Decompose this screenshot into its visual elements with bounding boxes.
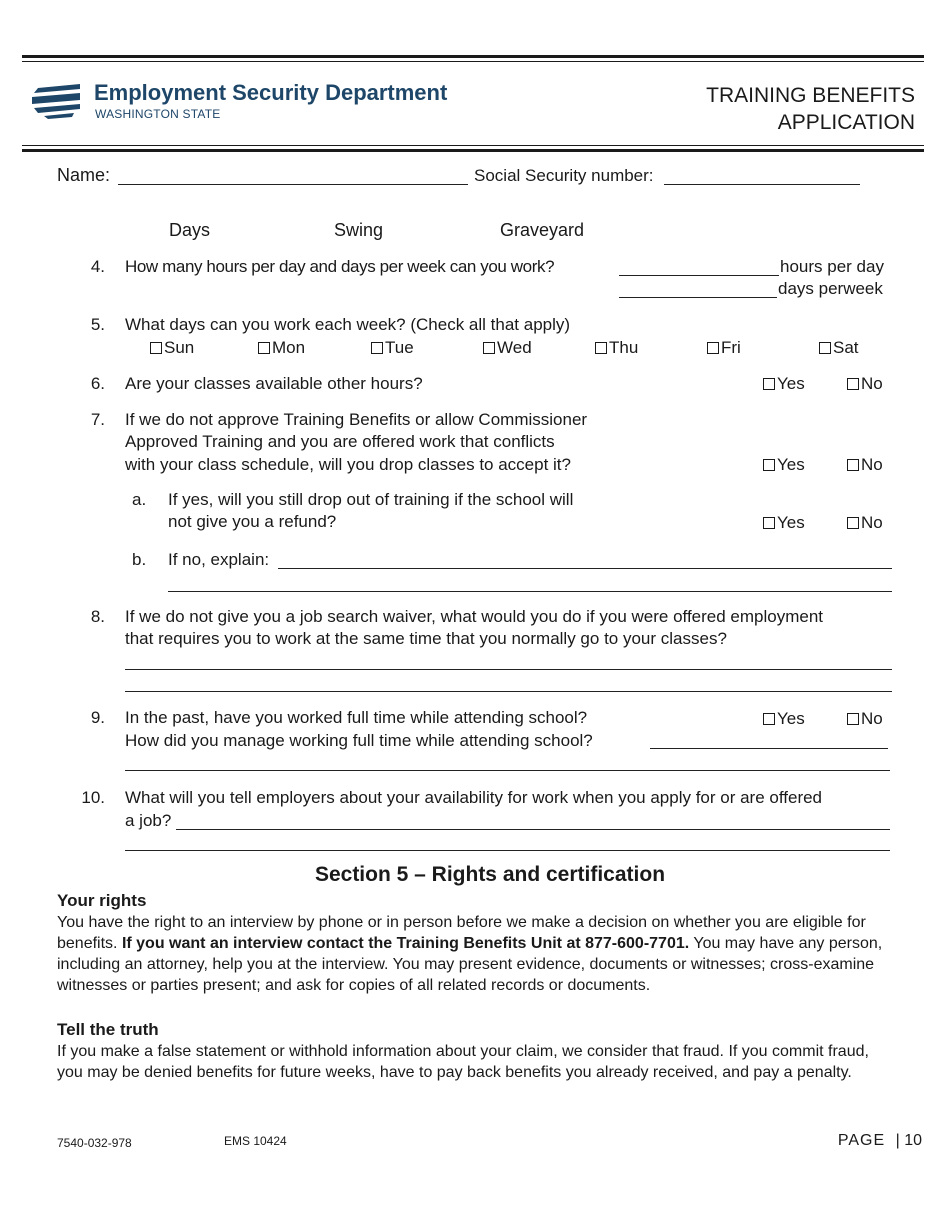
checkbox-icon[interactable] <box>847 459 859 471</box>
q5-day-mon[interactable] <box>258 338 305 358</box>
q7b-text: If no, explain: <box>168 550 270 569</box>
ssn-label: Social Security number: <box>474 166 654 185</box>
checkbox-icon[interactable] <box>150 342 162 354</box>
no-label: No <box>861 374 883 393</box>
checkbox-icon[interactable] <box>483 342 495 354</box>
q6-number: 6. <box>90 374 105 393</box>
q9-answer-line2[interactable] <box>125 770 890 771</box>
day-label: Wed <box>497 338 532 357</box>
q9-no[interactable] <box>847 709 883 729</box>
q7a-letter: a. <box>132 490 147 509</box>
ssn-field[interactable] <box>664 184 860 185</box>
rights-heading: Your rights <box>57 891 147 910</box>
q5-day-wed[interactable] <box>483 338 532 358</box>
q7-number: 7. <box>90 410 105 429</box>
yes-label: Yes <box>777 709 805 728</box>
q4-text: How many hours per day and days per week can you work? <box>125 257 555 276</box>
q8-line2: that requires you to work at the same time that you normally go to your classes? <box>125 629 727 648</box>
rights-bold: If you want an interview contact the Training Benefits Unit at 877-600-7701. <box>121 935 690 952</box>
section5-title: Section 5 – Rights and certification <box>314 863 666 886</box>
esd-logo-icon <box>30 82 82 120</box>
page-number: | 10 <box>895 1132 922 1149</box>
q4-days-suffix: days perweek <box>778 279 883 298</box>
q5-number: 5. <box>90 315 105 334</box>
q9-line1: In the past, have you worked full time while attending school? <box>125 708 588 727</box>
checkbox-icon[interactable] <box>847 378 859 390</box>
yes-label: Yes <box>777 513 805 532</box>
q5-day-thu[interactable] <box>595 338 638 358</box>
checkbox-icon[interactable] <box>258 342 270 354</box>
org-name: Employment Security Department <box>94 80 448 105</box>
q5-text: What days can you work each week? (Check all that apply) <box>125 315 571 334</box>
day-label: Mon <box>272 338 306 357</box>
shift-graveyard: Graveyard <box>500 220 585 240</box>
q9-yes[interactable] <box>763 709 805 729</box>
q4-number: 4. <box>90 257 105 276</box>
q5-day-tue[interactable] <box>371 338 414 358</box>
q7-line3: with your class schedule, will you drop classes to accept it? <box>125 455 571 474</box>
q7-line2: Approved Training and you are offered work that conflicts <box>125 432 555 451</box>
q10-answer-line2[interactable] <box>125 850 890 851</box>
checkbox-icon[interactable] <box>819 342 831 354</box>
name-label: Name: <box>57 165 111 185</box>
shift-days: Days <box>169 220 211 240</box>
q7a-no[interactable] <box>847 513 883 533</box>
shift-swing: Swing <box>334 220 384 240</box>
page-indicator <box>838 1132 922 1150</box>
no-label: No <box>861 709 883 728</box>
q9-number: 9. <box>90 708 105 727</box>
q9-line2: How did you manage working full time while attending school? <box>125 731 593 750</box>
checkbox-icon[interactable] <box>763 517 775 529</box>
no-label: No <box>861 455 883 474</box>
q8-number: 8. <box>90 607 105 626</box>
document-title-line2: APPLICATION <box>777 111 915 134</box>
yes-label: Yes <box>777 455 805 474</box>
form-number: 7540-032-978 <box>57 1136 132 1150</box>
q8-answer-line2[interactable] <box>125 691 892 692</box>
q6-no[interactable] <box>847 374 883 394</box>
q7-no[interactable] <box>847 455 883 475</box>
checkbox-icon[interactable] <box>763 378 775 390</box>
checkbox-icon[interactable] <box>847 517 859 529</box>
q7a-line2: not give you a refund? <box>168 512 337 531</box>
no-label: No <box>861 513 883 532</box>
q10-line2: a job? <box>125 811 172 830</box>
q9-answer-line1[interactable] <box>650 748 888 749</box>
truth-heading: Tell the truth <box>57 1020 159 1039</box>
name-field[interactable] <box>118 184 468 185</box>
rights-text-a: You have the right to an interview by phone or in person before we make a decision on whether you are eligible for benefits. <box>57 914 866 952</box>
rights-text-b: You may have any person, including an attorney, help you at the interview. You may present evidence, documents or witnesses; cross-examine witnesses or parties present; and ask for copies of all related records or documents. <box>57 935 883 994</box>
day-label: Fri <box>721 338 741 357</box>
q6-text: Are your classes available other hours? <box>125 374 423 393</box>
yes-label: Yes <box>777 374 805 393</box>
rights-paragraph <box>57 912 927 996</box>
checkbox-icon[interactable] <box>707 342 719 354</box>
top-rule-thin <box>22 61 924 62</box>
q4-hours-field[interactable] <box>619 275 779 276</box>
day-label: Sun <box>164 338 195 357</box>
q7a-yes[interactable] <box>763 513 805 533</box>
page-label: PAGE <box>837 1132 886 1149</box>
document-title <box>706 82 915 136</box>
q5-day-fri[interactable] <box>707 338 741 358</box>
document-title-line1: TRAINING BENEFITS <box>706 84 915 107</box>
truth-paragraph: If you make a false statement or withhold information about your claim, we consider that fraud. If you commit fraud, you may be denied benefits for future weeks, have to pay back benefits you already received, and pay a penalty. <box>57 1043 869 1081</box>
day-label: Sat <box>833 338 859 357</box>
q5-day-sat[interactable] <box>819 338 859 358</box>
q7-line1: If we do not approve Training Benefits or allow Commissioner <box>125 410 588 429</box>
q7b-explain-line2[interactable] <box>168 591 892 592</box>
q7b-explain-line1[interactable] <box>278 568 892 569</box>
q7b-letter: b. <box>132 550 147 569</box>
q10-number: 10. <box>81 788 105 807</box>
q7-yes[interactable] <box>763 455 805 475</box>
checkbox-icon[interactable] <box>371 342 383 354</box>
checkbox-icon[interactable] <box>847 713 859 725</box>
q10-line1: What will you tell employers about your availability for work when you apply for or are offered <box>125 788 823 807</box>
day-label: Tue <box>385 338 414 357</box>
q6-yes[interactable] <box>763 374 805 394</box>
header-rule-thin <box>22 145 924 146</box>
q4-days-field[interactable] <box>619 297 777 298</box>
q10-answer-line1[interactable] <box>176 829 890 830</box>
q8-line1: If we do not give you a job search waiver, what would you do if you were offered employment <box>125 607 824 626</box>
ems-number: EMS 10424 <box>224 1134 287 1148</box>
org-subtitle: WASHINGTON STATE <box>95 107 221 121</box>
q8-answer-line1[interactable] <box>125 669 892 670</box>
checkbox-icon[interactable] <box>763 713 775 725</box>
day-label: Thu <box>609 338 639 357</box>
q5-day-sun[interactable] <box>150 338 194 358</box>
checkbox-icon[interactable] <box>595 342 607 354</box>
header-rule-thick <box>22 149 924 152</box>
checkbox-icon[interactable] <box>763 459 775 471</box>
top-rule-thick <box>22 55 924 58</box>
q7a-line1: If yes, will you still drop out of training if the school will <box>168 490 574 509</box>
q4-hours-suffix: hours per day <box>780 257 884 276</box>
